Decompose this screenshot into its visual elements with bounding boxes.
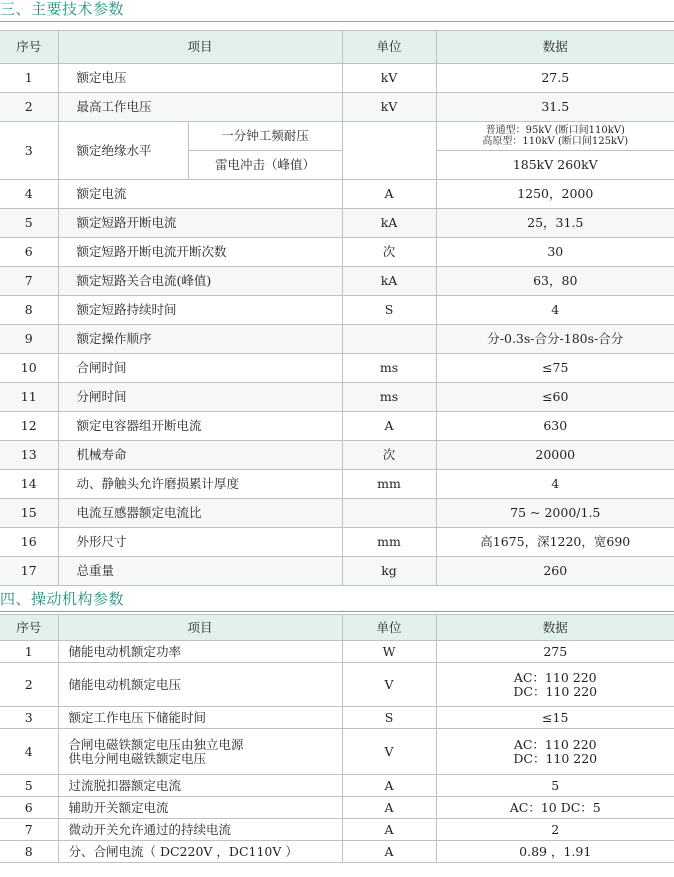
table-row <box>0 325 674 354</box>
table-row <box>0 819 674 841</box>
row-item: 分闸时间 <box>58 383 342 412</box>
row-item: 额定电容器组开断电流 <box>58 412 342 441</box>
row-value <box>436 122 674 151</box>
row-unit: mm <box>342 470 436 499</box>
row-unit: A <box>342 180 436 209</box>
row-value: 4 <box>436 470 674 499</box>
row-item: 额定短路开断电流开断次数 <box>58 238 342 267</box>
row-value: 分-0.3s-合分-180s-合分 <box>436 325 674 354</box>
row-no: 6 <box>0 238 58 267</box>
row-item: 微动开关允许通过的持续电流 <box>58 819 342 841</box>
row-no: 3 <box>0 707 58 729</box>
row-no: 8 <box>0 841 58 863</box>
header-no: 序号 <box>0 615 58 641</box>
row-unit: A <box>342 841 436 863</box>
row-item <box>58 729 342 775</box>
row-value: 630 <box>436 412 674 441</box>
header-value: 数据 <box>436 615 674 641</box>
row-no: 4 <box>0 729 58 775</box>
item-line: 合闸电磁铁额定电压由独立电源 <box>68 736 244 752</box>
row-value <box>436 663 674 707</box>
row-unit: 次 <box>342 238 436 267</box>
value-line: DC：110 220 <box>513 683 598 699</box>
row-unit: W <box>342 641 436 663</box>
row-no: 13 <box>0 441 58 470</box>
table-row <box>0 267 674 296</box>
row-value: 2 <box>436 819 674 841</box>
row-unit: A <box>342 412 436 441</box>
row-value: 31.5 <box>436 93 674 122</box>
row-no: 1 <box>0 641 58 663</box>
row-no: 16 <box>0 528 58 557</box>
row-no: 5 <box>0 775 58 797</box>
value-line: 普通型：95kV (断口间110kV) <box>485 125 625 136</box>
row-no: 14 <box>0 470 58 499</box>
table-row <box>0 383 674 412</box>
row-value: 1250，2000 <box>436 180 674 209</box>
row-value: 0.89 ，1.91 <box>436 841 674 863</box>
row-value: ≤15 <box>436 707 674 729</box>
row-no: 6 <box>0 797 58 819</box>
row-value: 4 <box>436 296 674 325</box>
value-line: AC：110 220 <box>513 736 597 752</box>
row-value: ≤75 <box>436 354 674 383</box>
main-params-table <box>0 30 674 586</box>
section-divider <box>0 21 674 22</box>
table-row <box>0 641 674 663</box>
row-unit: ms <box>342 354 436 383</box>
value-line: 高原型：110kV (断口间125kV) <box>482 136 629 147</box>
row-value: 5 <box>436 775 674 797</box>
row-unit: A <box>342 819 436 841</box>
header-item: 项目 <box>58 615 342 641</box>
row-item: 额定操作顺序 <box>58 325 342 354</box>
row-no: 7 <box>0 267 58 296</box>
row-item: 储能电动机额定功率 <box>58 641 342 663</box>
row-value: 25，31.5 <box>436 209 674 238</box>
row-value: 260 <box>436 557 674 586</box>
row-item: 额定绝缘水平 <box>58 122 188 180</box>
row-no: 1 <box>0 64 58 93</box>
row-item: 最高工作电压 <box>58 93 342 122</box>
row-unit <box>342 122 436 180</box>
row-item: 合闸时间 <box>58 354 342 383</box>
table-row <box>0 557 674 586</box>
row-value: 75 ~ 2000/1.5 <box>436 499 674 528</box>
table-row <box>0 238 674 267</box>
row-unit: A <box>342 775 436 797</box>
row-unit <box>342 325 436 354</box>
row-value: 27.5 <box>436 64 674 93</box>
table-row <box>0 797 674 819</box>
row-no: 9 <box>0 325 58 354</box>
table-row <box>0 354 674 383</box>
row-item: 额定短路关合电流(峰值) <box>58 267 342 296</box>
row-subitem: 一分钟工频耐压 <box>188 122 342 151</box>
header-value: 数据 <box>436 31 674 64</box>
table-row <box>0 841 674 863</box>
row-value: 高1675，深1220，宽690 <box>436 528 674 557</box>
row-no: 5 <box>0 209 58 238</box>
row-no: 11 <box>0 383 58 412</box>
row-no: 2 <box>0 663 58 707</box>
row-no: 8 <box>0 296 58 325</box>
table-row <box>0 296 674 325</box>
row-item: 总重量 <box>58 557 342 586</box>
row-no: 4 <box>0 180 58 209</box>
row-item: 电流互感器额定电流比 <box>58 499 342 528</box>
row-unit: kV <box>342 64 436 93</box>
value-line: DC：110 220 <box>513 750 598 766</box>
table-row <box>0 64 674 93</box>
row-unit: V <box>342 729 436 775</box>
row-unit: 次 <box>342 441 436 470</box>
row-value: 30 <box>436 238 674 267</box>
row-item: 额定电压 <box>58 64 342 93</box>
header-unit: 单位 <box>342 31 436 64</box>
row-unit: V <box>342 663 436 707</box>
row-unit: S <box>342 296 436 325</box>
row-no: 2 <box>0 93 58 122</box>
row-unit: S <box>342 707 436 729</box>
header-unit: 单位 <box>342 615 436 641</box>
row-item: 机械寿命 <box>58 441 342 470</box>
mechanism-params-table <box>0 614 674 863</box>
row-value: 63，80 <box>436 267 674 296</box>
table-row <box>0 499 674 528</box>
row-no: 10 <box>0 354 58 383</box>
table-row <box>0 93 674 122</box>
row-value: 20000 <box>436 441 674 470</box>
row-no: 7 <box>0 819 58 841</box>
row-value: 185kV 260kV <box>436 151 674 180</box>
row-value: 275 <box>436 641 674 663</box>
row-unit: kA <box>342 209 436 238</box>
row-item: 分、合闸电流（ DC220V ，DC110V ） <box>58 841 342 863</box>
row-unit: mm <box>342 528 436 557</box>
row-item: 外形尺寸 <box>58 528 342 557</box>
table-row <box>0 180 674 209</box>
table-row <box>0 441 674 470</box>
value-line: AC：110 220 <box>513 669 597 685</box>
header-item: 项目 <box>58 31 342 64</box>
row-subitem: 雷电冲击（峰值） <box>188 151 342 180</box>
row-unit: kV <box>342 93 436 122</box>
table-row <box>0 122 674 151</box>
table-row <box>0 729 674 775</box>
table-row <box>0 412 674 441</box>
row-item: 额定电流 <box>58 180 342 209</box>
item-line: 供电分闸电磁铁额定电压 <box>68 750 207 766</box>
section-title-mechanism-params: 四、操动机构参数 <box>0 590 125 608</box>
row-item: 辅助开关额定电流 <box>58 797 342 819</box>
section-divider <box>0 611 674 612</box>
row-unit: kA <box>342 267 436 296</box>
table-header-row <box>0 615 674 641</box>
row-no: 17 <box>0 557 58 586</box>
header-no: 序号 <box>0 31 58 64</box>
row-no: 12 <box>0 412 58 441</box>
row-item: 额定短路持续时间 <box>58 296 342 325</box>
table-header-row <box>0 31 674 64</box>
row-no: 3 <box>0 122 58 180</box>
table-row <box>0 707 674 729</box>
row-value: AC：10 DC：5 <box>436 797 674 819</box>
table-row <box>0 470 674 499</box>
table-row <box>0 209 674 238</box>
row-no: 15 <box>0 499 58 528</box>
row-item: 额定短路开断电流 <box>58 209 342 238</box>
row-unit: kg <box>342 557 436 586</box>
table-row <box>0 775 674 797</box>
row-item: 动、静触头允许磨损累计厚度 <box>58 470 342 499</box>
row-unit: ms <box>342 383 436 412</box>
row-item: 储能电动机额定电压 <box>58 663 342 707</box>
row-item: 过流脱扣器额定电流 <box>58 775 342 797</box>
row-value <box>436 729 674 775</box>
row-item: 额定工作电压下储能时间 <box>58 707 342 729</box>
section-title-main-params: 三、主要技术参数 <box>0 0 125 18</box>
row-unit <box>342 499 436 528</box>
table-row <box>0 663 674 707</box>
row-unit: A <box>342 797 436 819</box>
table-row <box>0 528 674 557</box>
row-value: ≤60 <box>436 383 674 412</box>
